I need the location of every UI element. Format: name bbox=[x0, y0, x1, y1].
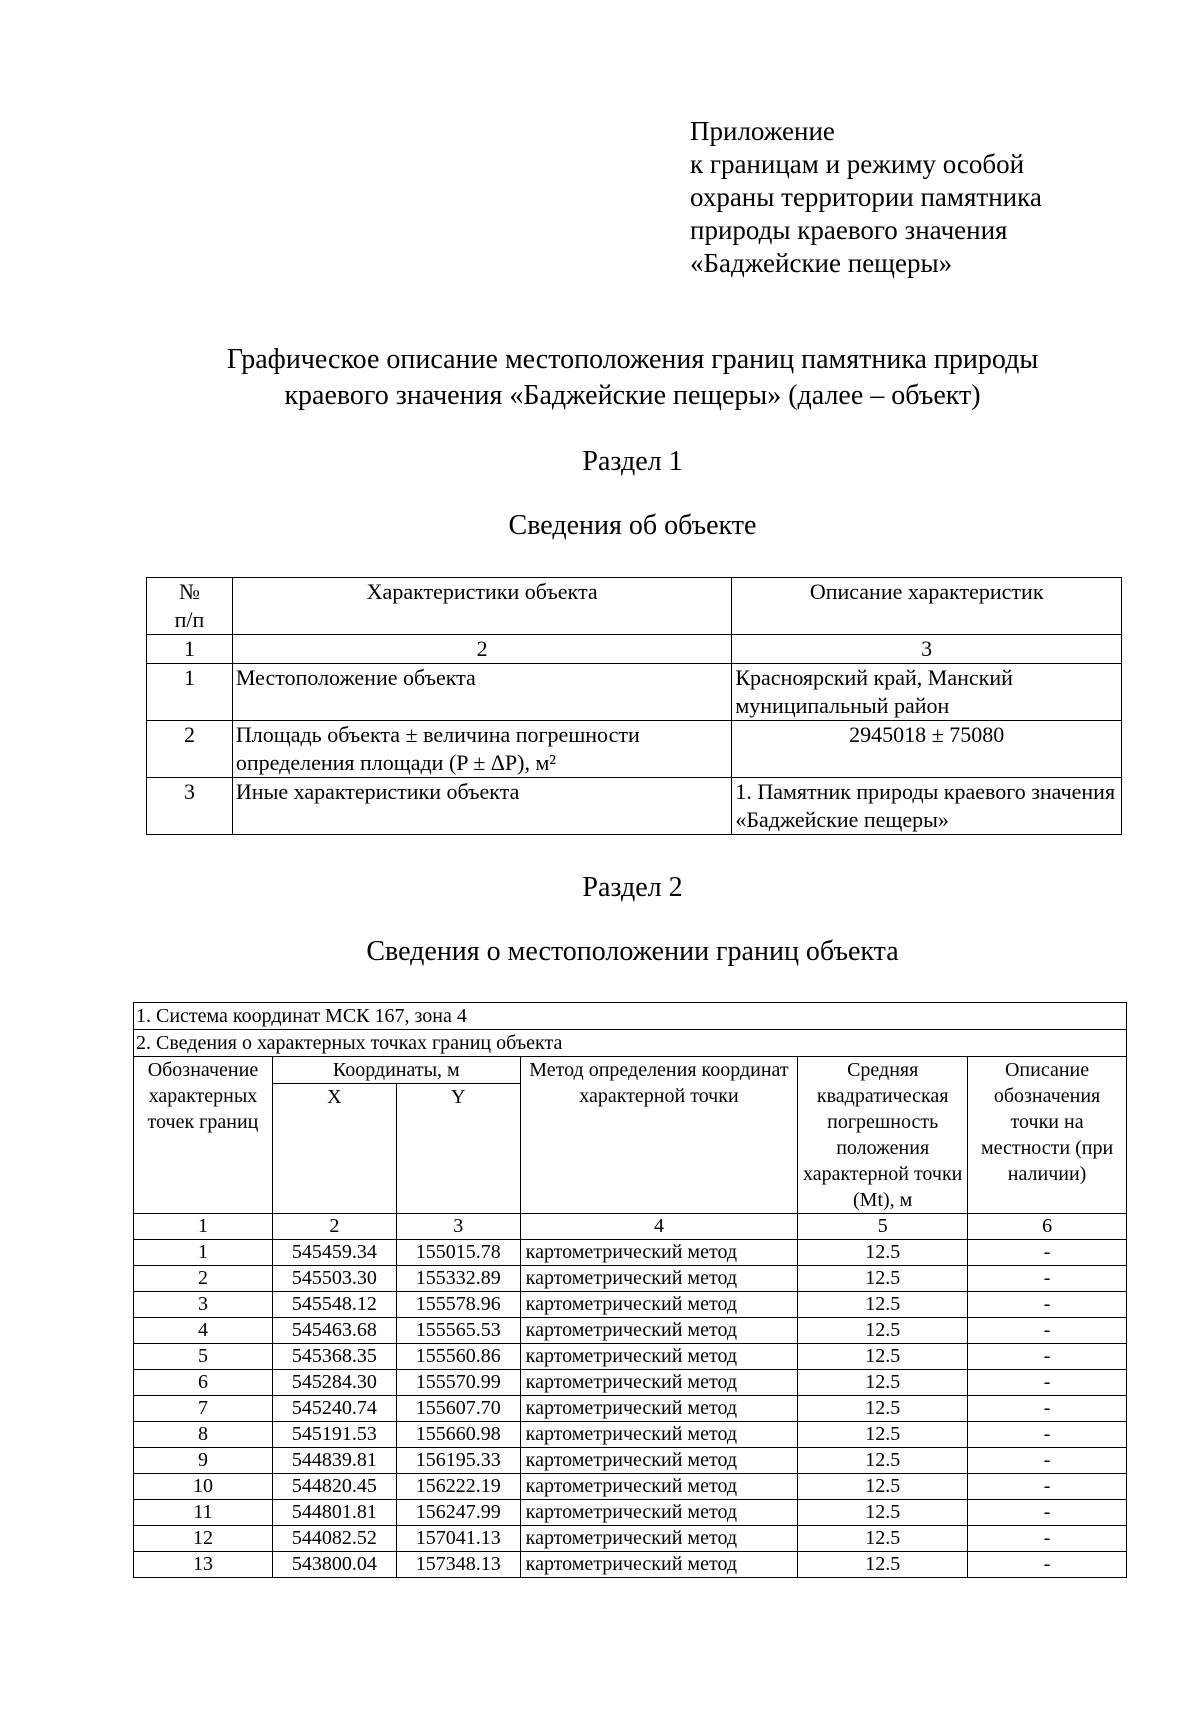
point-description-cell: - bbox=[968, 1526, 1127, 1552]
error-value-cell: 12.5 bbox=[798, 1240, 968, 1266]
error-value-cell: 12.5 bbox=[798, 1344, 968, 1370]
appendix-line: Приложение bbox=[690, 116, 835, 146]
coord-y-cell: 157041.13 bbox=[396, 1526, 520, 1552]
table-row bbox=[134, 1396, 1127, 1422]
header-cell-num bbox=[147, 578, 233, 635]
header-num-line1: № bbox=[178, 579, 200, 604]
method-cell: картометрический метод bbox=[520, 1292, 798, 1318]
coord-y-cell: 155015.78 bbox=[396, 1240, 520, 1266]
appendix-line: охраны территории памятника bbox=[690, 182, 1042, 212]
coord-y-cell: 155565.53 bbox=[396, 1318, 520, 1344]
coord-y-cell: 155560.86 bbox=[396, 1344, 520, 1370]
point-number-cell: 10 bbox=[134, 1474, 273, 1500]
table-row bbox=[134, 1552, 1127, 1578]
coord-x-cell: 544801.81 bbox=[272, 1500, 396, 1526]
section1-subheading: Сведения об объекте bbox=[508, 510, 757, 541]
coord-y-cell: 156222.19 bbox=[396, 1474, 520, 1500]
row-characteristic: Иные характеристики объекта bbox=[232, 778, 731, 835]
main-title-line: Графическое описание местоположения границ памятника природы bbox=[226, 344, 1039, 375]
error-value-cell: 12.5 bbox=[798, 1318, 968, 1344]
coord-y-cell: 155578.96 bbox=[396, 1292, 520, 1318]
row-characteristic: Площадь объекта ± величина погрешности определения площади (P ± ΔP), м² bbox=[232, 721, 731, 778]
point-description-cell: - bbox=[968, 1500, 1127, 1526]
point-description-cell: - bbox=[968, 1240, 1127, 1266]
appendix-line: к границам и режиму особой bbox=[690, 149, 1025, 179]
header-cell-characteristic: Характеристики объекта bbox=[232, 578, 731, 635]
error-value-cell: 12.5 bbox=[798, 1370, 968, 1396]
point-number-cell: 4 bbox=[134, 1318, 273, 1344]
header-cell-description: Описание обозначения точки на местности (при наличии) bbox=[968, 1057, 1127, 1214]
row-description: 1. Памятник природы краевого значения «Баджейские пещеры» bbox=[732, 778, 1122, 835]
method-cell: картометрический метод bbox=[520, 1474, 798, 1500]
error-value-cell: 12.5 bbox=[798, 1266, 968, 1292]
coord-y-cell: 155332.89 bbox=[396, 1266, 520, 1292]
header-cell-designation: Обозначение характерных точек границ bbox=[134, 1057, 273, 1214]
point-number-cell: 11 bbox=[134, 1500, 273, 1526]
row-description: 2945018 ± 75080 bbox=[732, 721, 1122, 778]
point-description-cell: - bbox=[968, 1552, 1127, 1578]
method-cell: картометрический метод bbox=[520, 1422, 798, 1448]
boundary-points-table bbox=[133, 1002, 1127, 1578]
points-body bbox=[134, 1240, 1127, 1578]
appendix-line: природы краевого значения bbox=[690, 215, 1008, 245]
row-num: 2 bbox=[147, 721, 233, 778]
row-characteristic: Местоположение объекта bbox=[232, 664, 731, 721]
table-row bbox=[134, 1240, 1127, 1266]
point-description-cell: - bbox=[968, 1266, 1127, 1292]
coord-y-cell: 157348.13 bbox=[396, 1552, 520, 1578]
point-number-cell: 7 bbox=[134, 1396, 273, 1422]
index-cell: 1 bbox=[134, 1214, 273, 1240]
method-cell: картометрический метод bbox=[520, 1370, 798, 1396]
index-row bbox=[134, 1214, 1127, 1240]
table-row bbox=[147, 721, 1122, 778]
index-cell: 6 bbox=[968, 1214, 1127, 1240]
coord-system-row bbox=[134, 1003, 1127, 1030]
method-cell: картометрический метод bbox=[520, 1344, 798, 1370]
coord-x-cell: 543800.04 bbox=[272, 1552, 396, 1578]
coord-x-cell: 545368.35 bbox=[272, 1344, 396, 1370]
coord-x-cell: 544820.45 bbox=[272, 1474, 396, 1500]
section1-heading: Раздел 1 bbox=[582, 446, 683, 477]
method-cell: картометрический метод bbox=[520, 1526, 798, 1552]
method-cell: картометрический метод bbox=[520, 1500, 798, 1526]
coord-y-cell: 156195.33 bbox=[396, 1448, 520, 1474]
main-title bbox=[0, 342, 1200, 414]
point-number-cell: 8 bbox=[134, 1422, 273, 1448]
method-cell: картометрический метод bbox=[520, 1552, 798, 1578]
point-description-cell: - bbox=[968, 1396, 1127, 1422]
coord-x-cell: 545284.30 bbox=[272, 1370, 396, 1396]
index-cell: 3 bbox=[732, 635, 1122, 664]
coord-x-cell: 544082.52 bbox=[272, 1526, 396, 1552]
coord-x-cell: 545240.74 bbox=[272, 1396, 396, 1422]
point-number-cell: 1 bbox=[134, 1240, 273, 1266]
error-value-cell: 12.5 bbox=[798, 1552, 968, 1578]
point-number-cell: 12 bbox=[134, 1526, 273, 1552]
table-row bbox=[147, 778, 1122, 835]
header-cell-x: X bbox=[272, 1084, 396, 1214]
appendix-line: «Баджейские пещеры» bbox=[690, 248, 953, 278]
points-caption-cell: 2. Сведения о характерных точках границ объекта bbox=[134, 1030, 1127, 1057]
table-row bbox=[134, 1474, 1127, 1500]
header-cell-method: Метод определения координат характерной точки bbox=[520, 1057, 798, 1214]
header-num-line2: п/п bbox=[174, 607, 205, 632]
section2-heading: Раздел 2 bbox=[582, 872, 683, 903]
main-title-line: краевого значения «Баджейские пещеры» (далее – объект) bbox=[284, 380, 981, 411]
error-value-cell: 12.5 bbox=[798, 1396, 968, 1422]
error-value-cell: 12.5 bbox=[798, 1448, 968, 1474]
method-cell: картометрический метод bbox=[520, 1318, 798, 1344]
point-number-cell: 9 bbox=[134, 1448, 273, 1474]
index-cell: 3 bbox=[396, 1214, 520, 1240]
table-row bbox=[134, 1448, 1127, 1474]
coord-x-cell: 544839.81 bbox=[272, 1448, 396, 1474]
row-num: 1 bbox=[147, 664, 233, 721]
table-row bbox=[147, 664, 1122, 721]
point-number-cell: 13 bbox=[134, 1552, 273, 1578]
index-cell: 4 bbox=[520, 1214, 798, 1240]
header-cell-coordinates: Координаты, м bbox=[272, 1057, 520, 1084]
table-row bbox=[134, 1526, 1127, 1552]
table-row bbox=[134, 1292, 1127, 1318]
table-row bbox=[134, 1422, 1127, 1448]
coord-x-cell: 545463.68 bbox=[272, 1318, 396, 1344]
index-row bbox=[147, 635, 1122, 664]
coord-y-cell: 155570.99 bbox=[396, 1370, 520, 1396]
method-cell: картометрический метод bbox=[520, 1448, 798, 1474]
coord-x-cell: 545503.30 bbox=[272, 1266, 396, 1292]
error-value-cell: 12.5 bbox=[798, 1500, 968, 1526]
error-value-cell: 12.5 bbox=[798, 1474, 968, 1500]
point-description-cell: - bbox=[968, 1344, 1127, 1370]
header-cell-error: Средняя квадратическая погрешность положения характерной точки (Mt), м bbox=[798, 1057, 968, 1214]
table-row bbox=[134, 1344, 1127, 1370]
coord-y-cell: 155660.98 bbox=[396, 1422, 520, 1448]
table-row bbox=[134, 1318, 1127, 1344]
point-description-cell: - bbox=[968, 1422, 1127, 1448]
points-caption-row bbox=[134, 1030, 1127, 1057]
coord-y-cell: 156247.99 bbox=[396, 1500, 520, 1526]
point-description-cell: - bbox=[968, 1318, 1127, 1344]
point-description-cell: - bbox=[968, 1448, 1127, 1474]
table-row bbox=[134, 1266, 1127, 1292]
point-description-cell: - bbox=[968, 1474, 1127, 1500]
row-description: Красноярский край, Манский муниципальный район bbox=[732, 664, 1122, 721]
point-number-cell: 6 bbox=[134, 1370, 273, 1396]
coord-y-cell: 155607.70 bbox=[396, 1396, 520, 1422]
method-cell: картометрический метод bbox=[520, 1240, 798, 1266]
index-cell: 1 bbox=[147, 635, 233, 664]
object-info-table bbox=[146, 577, 1122, 835]
table-row bbox=[134, 1500, 1127, 1526]
index-cell: 2 bbox=[232, 635, 731, 664]
error-value-cell: 12.5 bbox=[798, 1422, 968, 1448]
section2-subheading: Сведения о местоположении границ объекта bbox=[366, 936, 899, 967]
appendix-block bbox=[690, 115, 1042, 280]
error-value-cell: 12.5 bbox=[798, 1526, 968, 1552]
point-number-cell: 5 bbox=[134, 1344, 273, 1370]
coord-x-cell: 545191.53 bbox=[272, 1422, 396, 1448]
coord-system-cell: 1. Система координат МСК 167, зона 4 bbox=[134, 1003, 1127, 1030]
point-number-cell: 3 bbox=[134, 1292, 273, 1318]
index-cell: 5 bbox=[798, 1214, 968, 1240]
header-cell-description: Описание характеристик bbox=[732, 578, 1122, 635]
method-cell: картометрический метод bbox=[520, 1266, 798, 1292]
point-description-cell: - bbox=[968, 1292, 1127, 1318]
header-cell-y: Y bbox=[396, 1084, 520, 1214]
index-cell: 2 bbox=[272, 1214, 396, 1240]
point-description-cell: - bbox=[968, 1370, 1127, 1396]
row-num: 3 bbox=[147, 778, 233, 835]
method-cell: картометрический метод bbox=[520, 1396, 798, 1422]
coord-x-cell: 545548.12 bbox=[272, 1292, 396, 1318]
point-number-cell: 2 bbox=[134, 1266, 273, 1292]
table-header-row bbox=[147, 578, 1122, 635]
table-header-row bbox=[134, 1057, 1127, 1084]
table-row bbox=[134, 1370, 1127, 1396]
error-value-cell: 12.5 bbox=[798, 1292, 968, 1318]
coord-x-cell: 545459.34 bbox=[272, 1240, 396, 1266]
